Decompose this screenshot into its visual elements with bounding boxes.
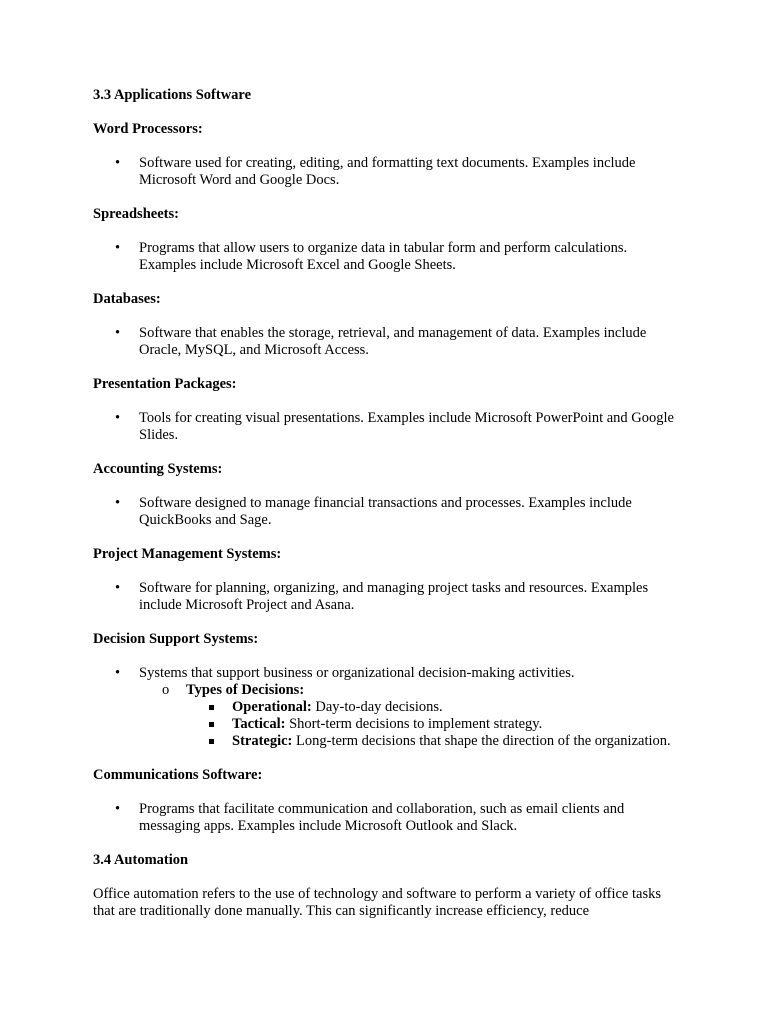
list-item-text: Tools for creating visual presentations. Examples include Microsoft PowerPoint and Google Slides. [139, 410, 674, 443]
square-bullet-icon [209, 739, 214, 744]
bullet-icon: • [115, 801, 121, 817]
list-item [93, 155, 683, 189]
bullet-list [93, 801, 683, 835]
list-item-text: Software designed to manage financial transactions and processes. Examples include QuickBooks and Sage. [139, 495, 632, 528]
category-label: Communications Software: [93, 767, 263, 783]
list-item [93, 240, 683, 274]
list-item-text: Software for planning, organizing, and managing project tasks and resources. Examples include Microsoft Project and Asana. [139, 580, 649, 613]
sub-list-label: Types of Decisions: [186, 682, 305, 698]
decision-type-item [186, 733, 683, 750]
list-item-text: Software that enables the storage, retrieval, and management of data. Examples include Oracle, MySQL, and Microsoft Access. [139, 325, 647, 358]
bullet-list [93, 410, 683, 444]
document-page [93, 87, 683, 920]
list-item [93, 410, 683, 444]
square-bullet-icon [209, 705, 214, 710]
bullet-list [93, 240, 683, 274]
list-item-text: Programs that allow users to organize data in tabular form and perform calculations. Examples include Microsoft Excel and Google Sheets. [139, 240, 628, 273]
bullet-icon: • [115, 325, 121, 341]
list-item [93, 580, 683, 614]
body-paragraph: Office automation refers to the use of technology and software to perform a variety of office tasks that are traditionally done manually. This can significantly increase efficiency, reduce [93, 886, 661, 919]
bullet-list [93, 495, 683, 529]
bullet-icon: • [115, 580, 121, 596]
list-item [93, 665, 683, 750]
decision-type-desc: Long-term decisions that shape the direction of the organization. [296, 733, 671, 749]
bullet-icon: • [115, 495, 121, 511]
list-item [93, 495, 683, 529]
list-item [93, 801, 683, 835]
decision-type-item [186, 699, 683, 716]
bullet-icon: • [115, 155, 121, 171]
decision-type-term: Strategic: [232, 733, 293, 749]
category-label: Accounting Systems: [93, 461, 223, 477]
category-label: Spreadsheets: [93, 206, 179, 222]
category-label: Project Management Systems: [93, 546, 282, 562]
category-label: Presentation Packages: [93, 376, 237, 392]
decision-type-item [186, 716, 683, 733]
list-item-text: Systems that support business or organizational decision-making activities. [139, 665, 575, 681]
bullet-icon: • [115, 240, 121, 256]
bullet-list [93, 325, 683, 359]
category-label: Databases: [93, 291, 161, 307]
decision-type-term: Operational: [232, 699, 312, 715]
bullet-list [93, 580, 683, 614]
decision-types-list [186, 699, 683, 750]
category-label: Decision Support Systems: [93, 631, 259, 647]
square-bullet-icon [209, 722, 214, 727]
sub-list-item [139, 682, 683, 750]
list-item-text: Software used for creating, editing, and formatting text documents. Examples include Microsoft Word and Google Docs. [139, 155, 636, 188]
sub-list [139, 682, 683, 750]
decision-type-desc: Day-to-day decisions. [315, 699, 443, 715]
list-item-text: Programs that facilitate communication and collaboration, such as email clients and messaging apps. Examples include Microsoft Outlook and Slack. [139, 801, 625, 834]
section-title: 3.3 Applications Software [93, 87, 252, 103]
bullet-list [93, 665, 683, 750]
bullet-list [93, 155, 683, 189]
decision-type-desc: Short-term decisions to implement strategy. [289, 716, 543, 732]
bullet-icon: • [115, 665, 121, 681]
bullet-icon: • [115, 410, 121, 426]
section-title: 3.4 Automation [93, 852, 189, 868]
decision-type-term: Tactical: [232, 716, 286, 732]
category-label: Word Processors: [93, 121, 203, 137]
circle-bullet-icon: o [162, 682, 170, 698]
list-item [93, 325, 683, 359]
